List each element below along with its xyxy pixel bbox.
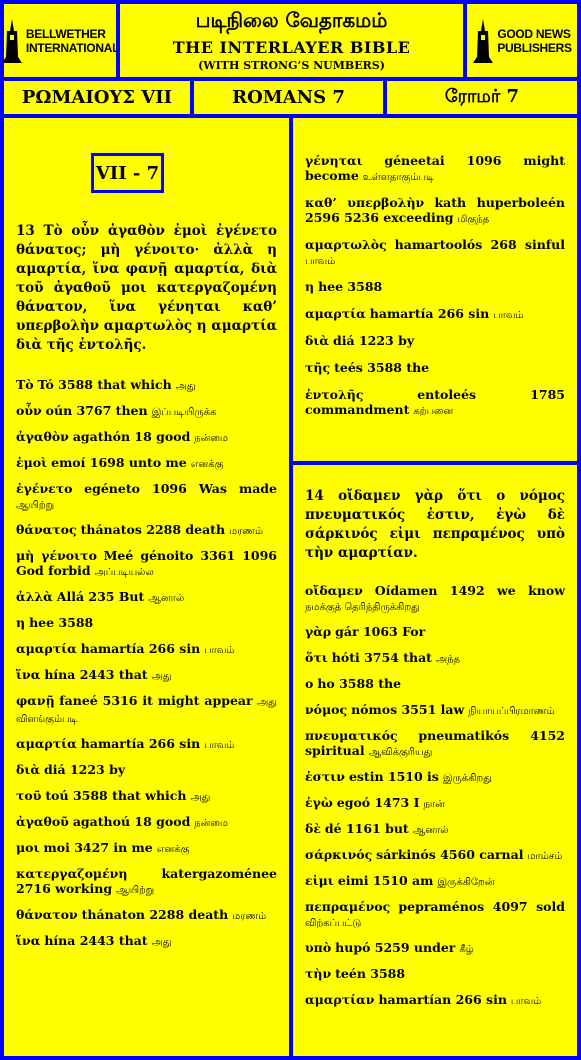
word-entry — [305, 387, 565, 419]
transliteration: gár 1063 For — [335, 624, 426, 639]
tamil-gloss: மிகுந்த — [457, 214, 490, 225]
greek-word: ἐμοὶ — [16, 455, 48, 470]
tamil-gloss: பாவம் — [204, 740, 235, 751]
tamil-gloss: ஆயிற்று — [116, 885, 155, 896]
word-entry — [305, 333, 565, 350]
right-top-column — [293, 118, 577, 461]
transliteration: diá 1223 by — [44, 762, 126, 777]
transliteration: thánaton 2288 death — [81, 907, 229, 922]
word-entry — [16, 522, 277, 539]
transliteration: hamartía 266 sin — [369, 306, 490, 321]
transliteration: hamartoolós 268 sinful — [394, 237, 565, 252]
left-column — [4, 118, 289, 1056]
greek-word: οὖν — [16, 403, 42, 418]
greek-word: η — [305, 279, 315, 294]
transliteration: diá 1223 by — [333, 333, 415, 348]
greek-word: ἀγαθοῦ — [16, 814, 69, 829]
transliteration: ho 3588 the — [317, 676, 402, 691]
greek-word: σάρκινός — [305, 847, 373, 862]
greek-word: η — [16, 615, 26, 630]
transliteration: dé 1161 but — [324, 821, 409, 836]
transliteration: egoó 1473 I — [336, 795, 420, 810]
greek-word: ἐντολῆς — [305, 387, 364, 402]
word-entry — [305, 153, 565, 185]
left-logo-line2: INTERNATIONAL — [25, 40, 120, 55]
transliteration: Tó 3588 that which — [37, 377, 172, 392]
goodnews-logo — [467, 4, 577, 77]
tower-icon — [472, 17, 494, 65]
transliteration: teén 3588 — [335, 966, 406, 981]
tamil-gloss: அது விளங்கும்படி — [16, 697, 277, 725]
transliteration: hóti 3754 that — [331, 650, 432, 665]
tamil-gloss: நான் — [423, 799, 445, 810]
tamil-gloss: பாவம் — [493, 310, 524, 321]
transliteration: sárkinós 4560 carnal — [376, 847, 524, 862]
greek-word: ἐστιν — [305, 769, 345, 784]
transliteration: thánatos 2288 death — [80, 522, 226, 537]
transliteration: katergazoménee 2716 working — [16, 866, 277, 896]
tamil-gloss: பாவம் — [510, 996, 542, 1007]
transliteration: agathoú 18 good — [72, 814, 191, 829]
word-entry — [16, 814, 277, 831]
chapter-label: VII - 7 — [91, 153, 164, 193]
greek-word: υπὸ — [305, 940, 332, 955]
greek-word: τοῦ — [16, 788, 42, 803]
word-entry — [305, 795, 565, 812]
transliteration: hína 2443 that — [44, 667, 148, 682]
greek-word: θάνατον — [16, 907, 78, 922]
tamil-gloss: விற்கப்பட்டு — [305, 918, 362, 929]
word-entry — [16, 429, 277, 446]
greek-word: τὴν — [305, 966, 332, 981]
word-entry — [305, 847, 565, 864]
transliteration: emoí 1698 unto me — [51, 455, 187, 470]
transliteration: entoleés 1785 commandment — [305, 387, 565, 417]
greek-word: ἐγὼ — [305, 795, 333, 810]
tamil-gloss: இருக்கிறேன் — [437, 877, 495, 888]
word-entry — [16, 840, 277, 857]
transliteration: Meé génoito 3361 1096 God forbid — [16, 548, 277, 578]
transliteration: agathón 18 good — [72, 429, 191, 444]
book-english: ROMANS 7 — [194, 81, 383, 114]
greek-word: γένηται — [305, 153, 363, 168]
transliteration: toú 3588 that which — [45, 788, 187, 803]
greek-word: ὅτι — [305, 650, 328, 665]
tamil-gloss: உள்ளதாகும்படி — [362, 172, 434, 183]
tamil-gloss: எனக்கு — [156, 844, 190, 855]
greek-word: τῆς — [305, 360, 331, 375]
word-entry — [305, 237, 565, 269]
tower-icon — [1, 17, 23, 65]
greek-word: αμαρτίαν — [305, 992, 375, 1007]
transliteration: hee 3588 — [318, 279, 383, 294]
right-bottom-column — [293, 465, 577, 1056]
tamil-gloss: ஆனால் — [412, 825, 449, 836]
word-entry — [305, 873, 565, 890]
transliteration: hamartía 266 sin — [80, 736, 201, 751]
transliteration: hína 2443 that — [44, 933, 148, 948]
greek-word: οἴδαμεν — [305, 583, 363, 598]
right-logo-line2: PUBLISHERS — [497, 40, 572, 55]
verse-14-text: 14 οἴδαμεν γὰρ ὅτι ο νόμος πνευματικός ἐστιν, ἐγὼ δὲ σάρκινός εἰμι πεπραμένος υπὸ τὴν αμαρτίαν. — [305, 488, 565, 561]
word-entry — [16, 589, 277, 606]
tamil-gloss: நன்மை — [194, 433, 228, 444]
word-entry — [305, 702, 565, 719]
greek-word: θάνατος — [16, 522, 77, 537]
word-entry — [305, 821, 565, 838]
word-entry — [16, 866, 277, 898]
right-logo-line1: GOOD NEWS — [497, 26, 571, 41]
tamil-gloss: அது — [190, 792, 211, 803]
greek-word: εἰμι — [305, 873, 334, 888]
tamil-gloss: அது — [151, 671, 172, 682]
word-entry — [305, 899, 565, 931]
transliteration: moi 3427 in me — [43, 840, 153, 855]
transliteration: faneé 5316 it might appear — [59, 693, 253, 708]
greek-word: φανῇ — [16, 693, 55, 708]
greek-word: διὰ — [305, 333, 330, 348]
book-tamil: ரோமர் 7 — [387, 81, 577, 114]
tamil-gloss: ஆனால் — [148, 593, 185, 604]
title-sub: (WITH STRONG’S NUMBERS) — [198, 59, 385, 72]
tamil-gloss: பாவம் — [204, 645, 235, 656]
transliteration: pepraménos 4097 sold — [398, 899, 565, 914]
tamil-gloss: கற்பனை — [413, 406, 454, 417]
greek-word: ο — [305, 676, 314, 691]
tamil-gloss: இருக்கிறது — [442, 773, 492, 784]
word-entry — [305, 279, 565, 296]
transliteration: hamartía 266 sin — [80, 641, 201, 656]
transliteration: hupó 5259 under — [335, 940, 456, 955]
transliteration: eimi 1510 am — [337, 873, 434, 888]
tamil-gloss: ஆயிற்று — [16, 500, 55, 511]
tamil-gloss: மரணம் — [229, 526, 264, 537]
greek-word: νόμος — [305, 702, 348, 717]
greek-word: ἀγαθὸν — [16, 429, 69, 444]
word-entry — [16, 788, 277, 805]
greek-word: αμαρτία — [16, 641, 77, 656]
tamil-gloss: அது — [151, 937, 172, 948]
tamil-gloss: மரணம் — [232, 911, 267, 922]
transliteration: hamartían 266 sin — [378, 992, 507, 1007]
greek-word: αμαρτωλὸς — [305, 237, 387, 252]
transliteration: Allá 235 But — [56, 589, 145, 604]
word-entry — [305, 992, 565, 1009]
word-entry — [16, 548, 277, 580]
tamil-gloss: நன்மை — [194, 818, 228, 829]
transliteration: pneumatikós 4152 spiritual — [305, 728, 565, 758]
greek-word: μοι — [16, 840, 40, 855]
transliteration: egéneto 1096 Was made — [84, 481, 277, 496]
verse-13-word-list — [16, 377, 277, 950]
word-entry — [305, 650, 565, 667]
greek-word: διὰ — [16, 762, 41, 777]
title-block — [120, 4, 463, 77]
transliteration: hee 3588 — [29, 615, 94, 630]
word-entry — [305, 966, 565, 983]
verse-14-word-list — [305, 583, 565, 1009]
greek-word: πνευματικός — [305, 728, 398, 743]
word-entry — [305, 769, 565, 786]
tamil-gloss: மாம்சம் — [527, 851, 563, 862]
word-entry — [305, 676, 565, 693]
word-entry — [16, 455, 277, 472]
tamil-gloss: இப்படியிருக்க — [151, 407, 217, 418]
transliteration: géneetai 1096 might become — [305, 153, 565, 183]
greek-word: δὲ — [305, 821, 321, 836]
word-entry — [16, 615, 277, 632]
tamil-gloss: ஆவிக்குரியது — [368, 747, 433, 758]
title-tamil: படிநிலை வேதாகமம் — [195, 8, 388, 32]
tamil-gloss: கீழ் — [459, 944, 474, 955]
word-entry — [16, 693, 277, 727]
word-entry — [305, 583, 565, 615]
greek-word: Τὸ — [16, 377, 34, 392]
tamil-gloss: பாவம் — [305, 256, 336, 267]
bellwether-logo — [4, 4, 120, 77]
word-entry — [305, 728, 565, 760]
word-entry — [16, 736, 277, 753]
greek-word: ἵνα — [16, 933, 41, 948]
word-entry — [16, 641, 277, 658]
word-entry — [16, 403, 277, 420]
word-entry — [16, 762, 277, 779]
word-entry — [16, 667, 277, 684]
greek-word: πεπραμένος — [305, 899, 391, 914]
tamil-gloss: அந்த — [435, 654, 460, 665]
transliteration: oún 3767 then — [45, 403, 148, 418]
word-entry — [305, 195, 565, 227]
word-entry — [16, 481, 277, 513]
tamil-gloss: நியாயப்பிரமாணம் — [468, 706, 555, 717]
word-entry — [16, 907, 277, 924]
word-entry — [16, 933, 277, 950]
greek-word: μὴ γένοιτο — [16, 548, 97, 563]
transliteration: nómos 3551 law — [351, 702, 465, 717]
tamil-gloss: அது — [175, 381, 196, 392]
transliteration: Oídamen 1492 we know — [374, 583, 565, 598]
left-logo-line1: BELLWETHER — [25, 26, 106, 41]
word-entry — [305, 306, 565, 323]
word-entry — [16, 377, 277, 394]
transliteration: teés 3588 the — [334, 360, 430, 375]
greek-word: καθ’ υπερβολὴν — [305, 195, 425, 210]
greek-word: γὰρ — [305, 624, 332, 639]
tamil-gloss: அப்படியல்ல — [94, 567, 154, 578]
title-main: THE INTERLAYER BIBLE — [172, 38, 411, 57]
greek-word: κατεργαζομένη — [16, 866, 128, 881]
verse-13-text: 13 Τὸ οὖν ἀγαθὸν ἐμοὶ ἐγένετο θάνατος; μὴ γένοιτο· ἀλλὰ η αμαρτία, ἵνα φανῇ αμαρτία, διὰ τοῦ ἀγαθοῦ μοι κατεργαζομένη θάνατον, ἵνα γένηται καθ’ υπερβολὴν αμαρτωλὸς η αμαρτία διὰ τῆς ἐντολῆς. — [16, 223, 277, 353]
transliteration: kath huperboleén 2596 5236 exceeding — [305, 195, 565, 225]
greek-word: αμαρτία — [305, 306, 366, 321]
verse-13-continued-list — [305, 153, 565, 419]
greek-word: ἵνα — [16, 667, 41, 682]
transliteration: estin 1510 is — [348, 769, 439, 784]
word-entry — [305, 940, 565, 957]
book-greek: ΡΩΜΑΙΟΥΣ VII — [4, 81, 190, 114]
greek-word: ἀλλὰ — [16, 589, 53, 604]
tamil-gloss: நமக்குத் தெரிந்திருக்கிறது — [305, 602, 420, 613]
greek-word: αμαρτία — [16, 736, 77, 751]
word-entry — [305, 624, 565, 641]
greek-word: ἐγένετο — [16, 481, 73, 496]
tamil-gloss: எனக்கு — [190, 459, 224, 470]
word-entry — [305, 360, 565, 377]
